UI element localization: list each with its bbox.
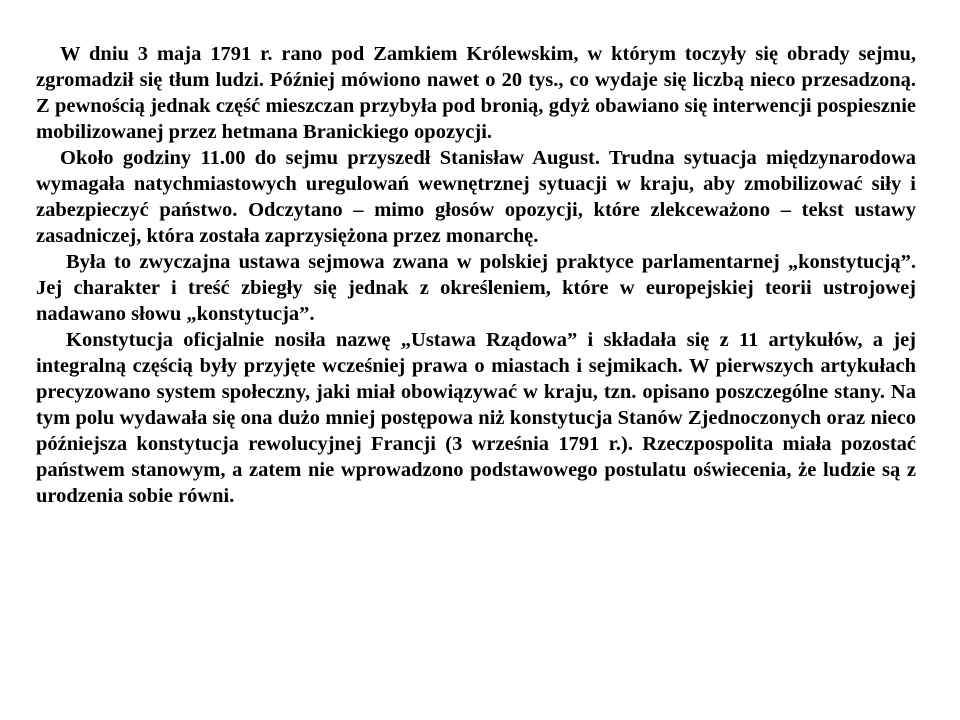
paragraph-may-3-crowd: W dniu 3 maja 1791 r. rano pod Zamkiem Królewskim, w którym toczyły się obrady sejmu, zgromadził się tłum ludzi. Później mówiono nawet o 20 tys., co wydaje się liczbą nieco przesadzoną. Z pewnością jednak część mieszczan przybyła pod bronią, gdyż obawiano się interwencji pospiesznie mobilizowanej przez hetmana Branickiego opozycji. xyxy=(36,43,916,143)
paragraph-ordinary-act: Była to zwyczajna ustawa sejmowa zwana w polskiej praktyce parlamentarnej „konstytucją”. Jej charakter i treść zbiegły się jednak z określeniem, które w europejskiej teorii ustrojowej nadawano słowu „konstytucja”. xyxy=(36,251,916,325)
document-body xyxy=(36,41,916,509)
paragraph-government-act: Konstytucja oficjalnie nosiła nazwę „Ustawa Rządowa” i składała się z 11 artykułów, a jej integralną częścią były przyjęte wcześniej prawa o miastach i sejmikach. W pierwszych artykułach precyzowano system społeczny, jaki miał obowiązywać w kraju, tzn. opisano poszczególne stany. Na tym polu wydawała się ona dużo mniej postępowa niż konstytucja Stanów Zjednoczonych oraz nieco późniejsza konstytucja rewolucyjnej Francji (3 września 1791 r.). Rzeczpospolita miała pozostać państwem stanowym, a zatem nie wprowadzono podstawowego postulatu oświecenia, że ludzie są z urodzenia sobie równi. xyxy=(36,329,916,507)
paragraph-king-arrival: Około godziny 11.00 do sejmu przyszedł Stanisław August. Trudna sytuacja międzynarodowa wymagała natychmiastowych uregulowań wewnętrznej sytuacji w kraju, aby zmobilizować siły i zabezpieczyć państwo. Odczytano – mimo głosów opozycji, które zlekceważono – tekst ustawy zasadniczej, która została zaprzysiężona przez monarchę. xyxy=(36,147,916,247)
